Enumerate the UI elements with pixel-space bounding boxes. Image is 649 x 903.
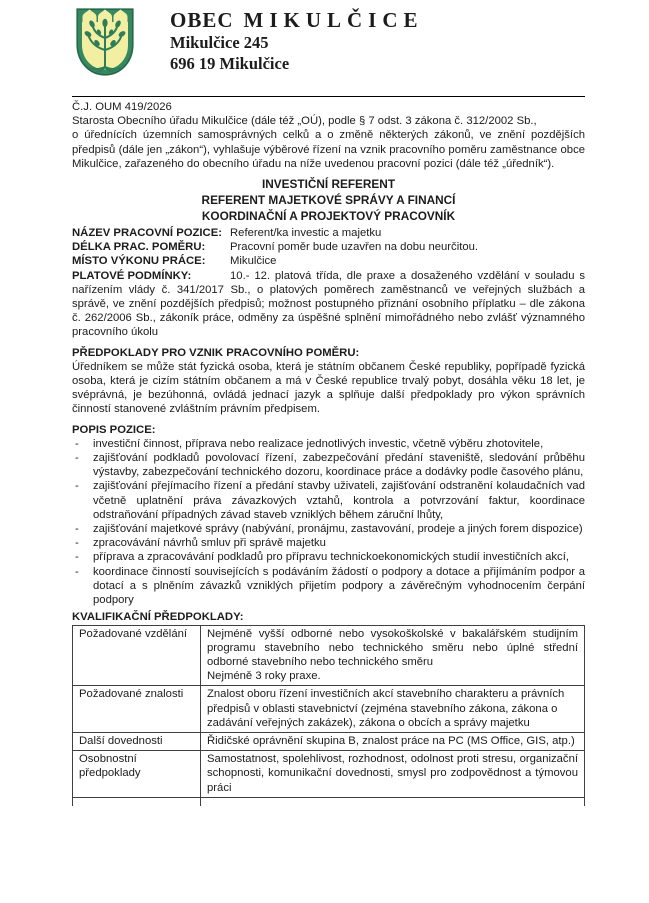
detail-label: MÍSTO VÝKONU PRÁCE: <box>72 255 206 268</box>
list-item <box>72 437 585 451</box>
bullet-text: zajišťování přejímacího řízení a předání stavby uživateli, zajišťování odstranění kolaudačních vad včetně uplatnění práva závazkových vztahů, kontrola a potvrzování faktur, koordinace odstraňování případných závad staveb vzniklých během záruční lhůty, <box>93 480 585 521</box>
position-titles <box>72 176 585 224</box>
table-row-partial <box>73 797 585 806</box>
list-item <box>72 550 585 564</box>
row-value <box>201 732 585 750</box>
requirements-body: Úředníkem se může stát fyzická osoba, která je státním občanem České republiky, popřípadě fyzická osoba, která je cizím státním občanem a má v České republice trvalý pobyt, dosáhla věku 18 let, je svéprávná, je bezúhonná, ovládá jednací jazyk a splňuje další předpoklady pro výkon správních činností stanovené zvláštním právním předpisem. <box>72 360 585 416</box>
position-title: INVESTIČNÍ REFERENT <box>261 177 396 192</box>
row-value <box>201 686 585 733</box>
bullet-text: zajišťování podkladů povolovací řízení, zabezpečování předání staveniště, sledování průběhu výstavby, zabezpečování technického dozoru, koordinace práce a dodávky podle časového plánu, <box>93 452 585 479</box>
bullet-text: investiční činnost, příprava nebo realizace jednotlivých investic, včetně výběru zhotovitele, <box>93 437 544 450</box>
bullet-dash: - <box>75 480 79 493</box>
org-prefix: OBEC <box>170 8 234 32</box>
intro-line1: Starosta Obecního úřadu Mikulčice (dále též „OÚ), podle § 7 odst. 3 zákona č. 312/2002 Sb., <box>72 115 537 128</box>
list-item <box>72 479 585 522</box>
address-line-2: 696 19 Mikulčice <box>170 54 290 73</box>
header-divider <box>72 96 585 97</box>
detail-value: Referent/ka investic a majetku <box>230 227 382 240</box>
detail-label: DÉLKA PRAC. POMĚRU: <box>72 241 206 254</box>
bullet-dash: - <box>75 565 79 578</box>
bullet-text: zpracovávání návrhů smluv při správě majetku <box>93 537 326 550</box>
position-description-heading: POPIS POZICE: <box>72 423 156 436</box>
row-label: Osobnostní předpoklady <box>73 751 201 798</box>
mikulcice-coat-of-arms-icon <box>76 8 134 76</box>
position-title: KOORDINAČNÍ A PROJEKTOVÝ PRACOVNÍK <box>201 209 456 224</box>
row-value <box>201 625 585 686</box>
requirements-heading: PŘEDPOKLADY PRO VZNIK PRACOVNÍHO POMĚRU: <box>72 346 360 359</box>
list-item <box>72 522 585 536</box>
bullet-text: příprava a zpracovávání podkladů pro přípravu technickoekonomických studií investičních akcí, <box>93 551 569 564</box>
row-label: Další dovednosti <box>73 732 201 750</box>
qualifications-heading: KVALIFIKAČNÍ PŘEDPOKLADY: <box>72 611 244 624</box>
position-description-list <box>72 437 585 607</box>
row-value <box>201 751 585 798</box>
table-row <box>73 751 585 798</box>
intro-paragraph <box>72 114 585 171</box>
detail-workplace <box>72 254 585 268</box>
cell-line: Řidičské oprávnění skupina B, znalost práce na PC (MS Office, GIS, atp.) <box>207 734 575 747</box>
detail-label: PLATOVÉ PODMÍNKY: <box>72 269 192 282</box>
address-line-1: Mikulčice 245 <box>170 33 269 52</box>
organization-name <box>170 8 424 32</box>
cell-line: Samostatnost, spolehlivost, rozhodnost, odolnost proti stresu, organizační schopnosti, komunikační dovednosti, smysl pro zodpovědnost a týmovou práci <box>207 753 578 794</box>
list-item <box>72 565 585 608</box>
bullet-dash: - <box>75 537 79 550</box>
bullet-text: koordinace činností souvisejících s podáváním žádostí o podpory a dotace a přijímáním podpor a dotací a s plněním závazků vzniklých přijetím podpory a závěrečným vyhodnocením čerpání podpory <box>93 565 585 607</box>
qualifications-table <box>72 625 585 807</box>
table-row <box>73 625 585 686</box>
reference-number: Č.J. OUM 419/2026 <box>72 101 172 113</box>
bullet-text: zajišťování majetkové správy (nabývání, pronájmu, zastavování, prodeje a jiných forem dispozice) <box>93 523 583 536</box>
cell-line: Znalost oboru řízení investičních akcí stavebního charakteru a právních předpisů v oblasti stavebnictví (zejména stavebního zákona, zákona o zadávání veřejných zakázek), zákona o obcích a správy majetku <box>207 688 565 729</box>
detail-value: 10.- 12. platová třída, dle praxe a dosaženého vzdělání v souladu s nařízením vlády č. 341/2017 Sb., o platových poměrech zaměstnanců ve veřejných službách a správě, ve znění pozdějších předpisů; možnost postupného přiznání osobního příplatku – dle zákona č. 262/2006 Sb., zákoník práce, odměny za úspěšné splnění mimořádného nebo zvlášť významného pracovního úkolu <box>72 269 585 339</box>
bullet-dash: - <box>75 551 79 564</box>
detail-label: NÁZEV PRACOVNÍ POZICE: <box>72 227 223 240</box>
letterhead-text <box>170 8 424 74</box>
detail-salary <box>72 269 585 340</box>
row-value <box>201 797 585 806</box>
row-label: Požadované znalosti <box>73 686 201 733</box>
cell-line: Nejméně 3 roky praxe. <box>207 670 321 683</box>
position-title: REFERENT MAJETKOVÉ SPRÁVY A FINANCÍ <box>201 193 456 208</box>
table-row <box>73 732 585 750</box>
detail-value: Mikulčice <box>230 255 277 268</box>
bullet-dash: - <box>75 452 79 465</box>
row-label <box>73 797 201 806</box>
detail-contract-length <box>72 240 585 254</box>
list-item <box>72 451 585 479</box>
letterhead <box>72 8 585 78</box>
org-title: MIKULČICE <box>243 8 424 32</box>
bullet-dash: - <box>75 437 79 450</box>
job-details <box>72 226 585 340</box>
row-label: Požadované vzdělání <box>73 625 201 686</box>
list-item <box>72 536 585 550</box>
detail-value: Pracovní poměr bude uzavřen na dobu neurčitou. <box>230 241 479 254</box>
table-row <box>73 686 585 733</box>
cell-line: Nejméně vyšší odborné nebo vysokoškolské v bakalářském studijním programu stavebního nebo technického směru nebo úplné střední odborné stavebního nebo technického směru <box>207 627 578 668</box>
detail-position-name <box>72 226 585 240</box>
intro-continuation: o úřednících územních samosprávných celků a o změně některých zákonů, ve znění pozdějších předpisů (dále jen „zákon“), vyhlašuje výběrové řízení na vznik pracovního poměru zaměstnance obce Mikulčice, zařazeného do obecního úřadu na níže uvedenou pracovní pozici (dále též „úředník“). <box>72 129 585 170</box>
bullet-dash: - <box>75 523 79 536</box>
